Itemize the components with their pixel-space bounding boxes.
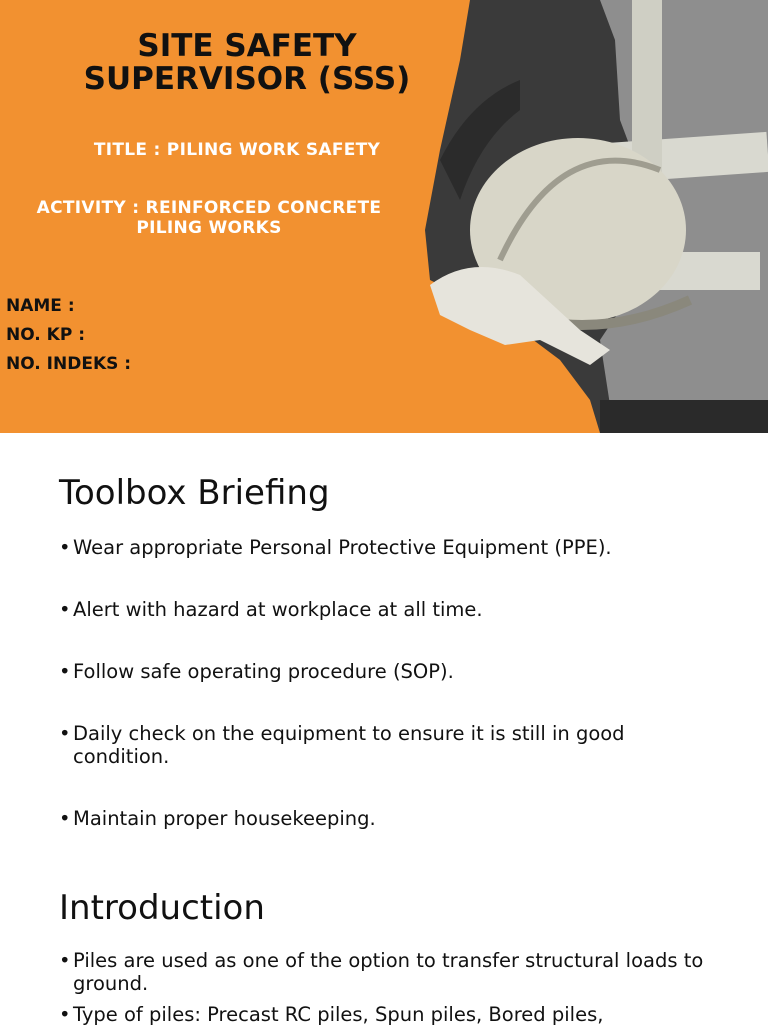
introduction-list [59, 949, 719, 1026]
list-item: • Alert with hazard at workplace at all time. [59, 598, 483, 621]
cover-activity [10, 198, 408, 238]
bullet-icon: • [59, 722, 71, 745]
index-field-label: NO. INDEKS : [6, 354, 132, 374]
briefing-slide [0, 433, 768, 1024]
toolbox-list [59, 536, 719, 830]
cover-title-line2: SUPERVISOR (SSS) [83, 61, 411, 97]
toolbox-heading: Toolbox Briefing [59, 473, 330, 513]
cover-title [40, 30, 454, 96]
name-field-label: NAME : [6, 296, 75, 316]
cover-title-line1: SITE SAFETY [137, 28, 357, 64]
bullet-icon: • [59, 1003, 71, 1026]
cover-subtitle: TITLE : PILING WORK SAFETY [93, 140, 381, 160]
bullet-icon: • [59, 598, 71, 621]
list-item: • Wear appropriate Personal Protective Equipment (PPE). [59, 536, 612, 559]
cover-slide [0, 0, 768, 433]
list-item: • Maintain proper housekeeping. [59, 807, 376, 830]
bullet-icon: • [59, 536, 71, 559]
cover-activity-line2: PILING WORKS [136, 218, 282, 238]
bullet-icon: • [59, 660, 71, 683]
worker-belt [600, 400, 768, 433]
student-fields [6, 292, 131, 379]
cover-activity-line1: ACTIVITY : REINFORCED CONCRETE [36, 198, 382, 218]
bullet-icon: • [59, 949, 71, 972]
list-item: • Piles are used as one of the option to transfer structural loads to ground. [59, 949, 704, 995]
kp-field-label: NO. KP : [6, 325, 86, 345]
bullet-icon: • [59, 807, 71, 830]
list-item: • Follow safe operating procedure (SOP). [59, 660, 454, 683]
list-item: • Daily check on the equipment to ensure it is still in good condition. [59, 722, 625, 768]
introduction-heading: Introduction [59, 888, 265, 928]
list-item: • Type of piles: Precast RC piles, Spun piles, Bored piles, [59, 1003, 604, 1026]
